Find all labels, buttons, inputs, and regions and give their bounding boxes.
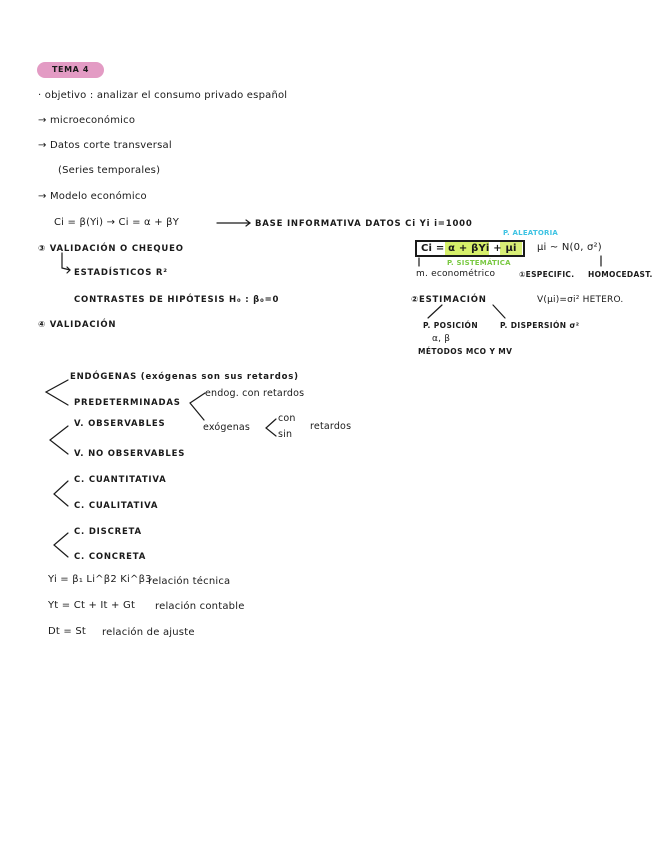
datos-line: → Datos corte transversal [38,140,172,151]
estimacion: ②ESTIMACIÓN [411,295,487,305]
varianza-mu: V(μi)=σi² HETERO. [537,295,624,305]
retardos-label: retardos [310,421,352,432]
con-label: con [278,413,296,424]
p-posicion: P. POSICIÓN [423,321,478,330]
micro-line: → microeconómico [38,115,136,126]
brace-con-sin [266,419,276,436]
cuantitativa: C. CUANTITATIVA [74,475,167,485]
brace-predeterminadas [190,393,205,420]
brace-observables [50,426,68,454]
homocedast: HOMOCEDAST. [588,270,653,279]
tema-tag: TEMA 4 [37,62,104,78]
brace-cuantitativa [54,481,68,506]
estimacion-branch-right [493,305,505,318]
sin-label: sin [278,429,293,440]
validacion: ④ VALIDACIÓN [38,320,117,330]
boxed-equation: Ci = α + βYi + μi [421,243,517,254]
brace-endogenas [46,380,68,405]
alpha-beta: α, β [432,334,451,344]
hook-arrow [62,253,70,270]
contrastes: CONTRASTES DE HIPÓTESIS H₀ : β₀=0 [74,295,280,305]
p-aleatoria-label: P. ALEATORIA [503,229,559,237]
series-line: (Series temporales) [58,165,161,176]
validacion-chequeo: ③ VALIDACIÓN O CHEQUEO [38,244,184,254]
cualitativa: C. CUALITATIVA [74,501,159,511]
metodos: MÉTODOS MCO Y MV [418,347,513,356]
modelo-line: → Modelo económico [38,191,147,202]
predeterminadas: PREDETERMINADAS [74,398,181,408]
contable-equation: Yt = Ct + It + Gt [48,600,136,611]
endogenas: ENDÓGENAS (exógenas son sus retardos) [70,372,299,382]
objetivo-line: · objetivo : analizar el consumo privado español [38,90,288,101]
exogenas: exógenas [203,422,251,433]
observables: V. OBSERVABLES [74,419,166,429]
m-econometrico: m. econométrico [416,269,496,279]
discreta: C. DISCRETA [74,527,142,537]
tecnica-equation: Yi = β₁ Li^β2 Ki^β3 [48,574,152,585]
mu-distribution: μi ~ N(0, σ²) [537,242,602,253]
ajuste-label: relación de ajuste [102,627,195,638]
no-observables: V. NO OBSERVABLES [74,449,186,459]
tecnica-label: relación técnica [148,576,231,587]
especific: ①ESPECIFIC. [519,270,575,279]
estimacion-branch-left [428,305,442,318]
ci-equation: Ci = β(Yi) → Ci = α + βY [54,217,180,228]
p-sistematica-label: P. SISTEMÁTICA [447,259,511,267]
estadisticos: ESTADÍSTICOS R² [74,268,168,278]
p-dispersion: P. DISPERSIÓN σ² [500,321,580,330]
endog-retardos: endog. con retardos [205,388,305,399]
ajuste-equation: Dt = St [48,626,87,637]
brace-discreta [54,533,68,557]
contable-label: relación contable [155,601,245,612]
concreta: C. CONCRETA [74,552,147,562]
base-informativa: BASE INFORMATIVA DATOS Ci Yi i=1000 [255,219,473,229]
